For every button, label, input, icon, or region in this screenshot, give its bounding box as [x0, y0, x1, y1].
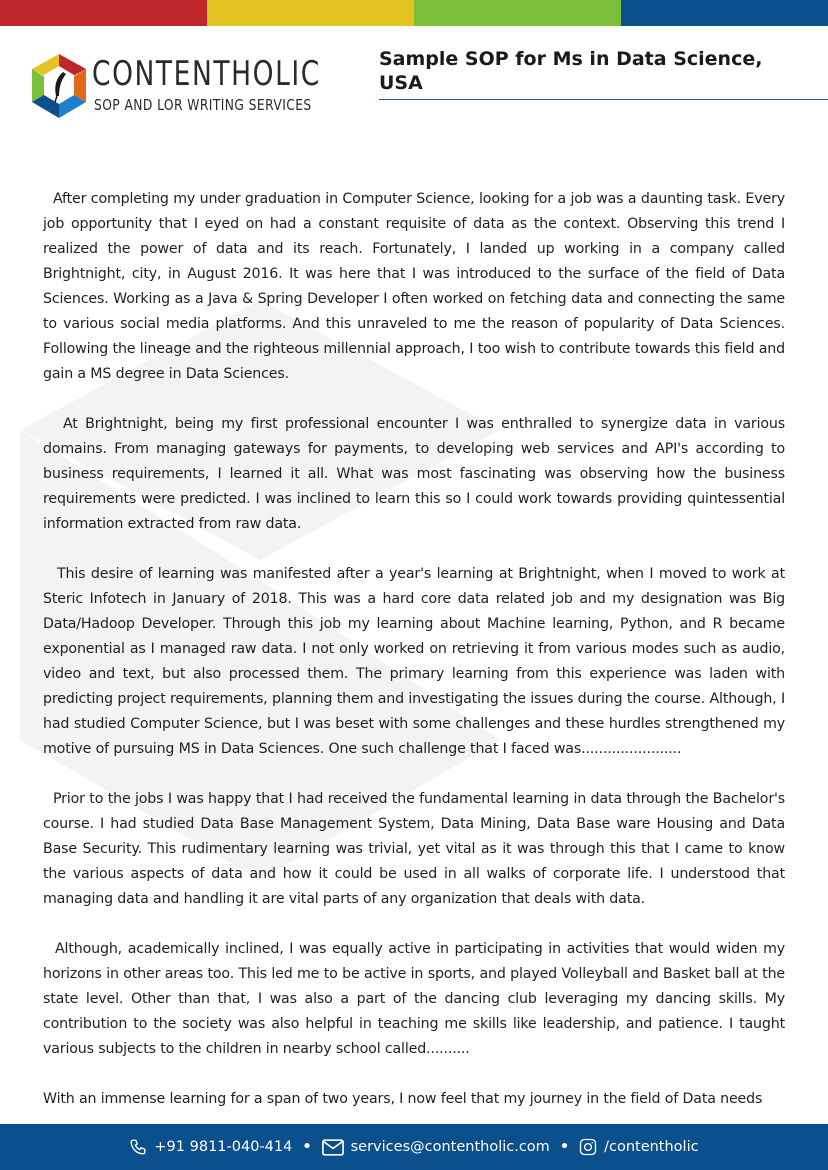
instagram-handle: /contentholic: [604, 1139, 699, 1155]
footer-phone[interactable]: [129, 1138, 292, 1156]
top-color-bar: [0, 0, 828, 26]
footer-email[interactable]: [322, 1139, 550, 1156]
brand-name: CONTENTHOLIC: [92, 54, 321, 94]
brand-tagline: SOP AND LOR WRITING SERVICES: [94, 96, 312, 114]
paragraph-2: At Brightnight, being my first professional encounter I was enthralled to synergize data in various domains. From managing gateways for payments, to developing web services and API's according to business requirements, I learned it all. What was most fascinating was observing how the business requirements were predicted. I was inclined to learn this so I could work towards providing quintessential information extracted from raw data.: [43, 416, 785, 532]
brand-logo: [28, 52, 321, 122]
top-bar-blue: [621, 0, 828, 26]
phone-icon: [129, 1138, 147, 1156]
paragraph-6: With an immense learning for a span of two years, I now feel that my journey in the field of Data needs: [43, 1091, 763, 1107]
title-underline: [379, 99, 828, 100]
email-address: services@contentholic.com: [350, 1139, 550, 1155]
footer-contact-bar: [0, 1124, 828, 1170]
footer-separator: •: [302, 1139, 312, 1155]
top-bar-red: [0, 0, 207, 26]
paragraph-5: Although, academically inclined, I was equally active in participating in activities that would widen my horizons in other areas too. This led me to be active in sports, and played Volleyball and Basket ball at the state level. Other than that, I was also a part of the dancing club leveraging my dancing skills. My contribution to the society was also helpful in teaching me skills like leadership, and patience. I taught various subjects to the children in nearby school called..........: [43, 941, 785, 1057]
paragraph-3: This desire of learning was manifested after a year's learning at Brightnight, when I moved to work at Steric Infotech in January of 2018. This was a hard core data related job and my designation was Big Data/Hadoop Developer. Through this job my learning about Machine learning, Python, and R became exponential as I managed raw data. I not only worked on retrieving it from various modes such as audio, video and text, but also processed them. The primary learning from this experience was laden with predicting project requirements, planning them and investigating the issues during the course. Although, I had studied Computer Science, but I was beset with some challenges and these hurdles strengthened my motive of pursuing MS in Data Sciences. One such challenge that I faced was.......................: [43, 566, 785, 757]
instagram-icon: [579, 1138, 597, 1156]
mail-icon: [322, 1139, 344, 1156]
document-body: [43, 187, 785, 1137]
footer-instagram[interactable]: [579, 1138, 699, 1156]
document-title: Sample SOP for Ms in Data Science, USA: [379, 48, 763, 94]
top-bar-green: [414, 0, 621, 26]
paragraph-1: After completing my under graduation in Computer Science, looking for a job was a daunting task. Every job opportunity that I eyed on had a constant requisite of data as the context. Observing this trend I realized the power of data and its reach. Fortunately, I landed up working in a company called Brightnight, city, in August 2016. It was here that I was introduced to the surface of the field of Data Sciences. Working as a Java & Spring Developer I often worked on fetching data and connecting the same to various social media platforms. And this unraveled to me the reason of popularity of Data Sciences. Following the lineage and the righteous millennial approach, I too wish to contribute towards this field and gain a MS degree in Data Sciences.: [43, 191, 785, 382]
paragraph-4: Prior to the jobs I was happy that I had received the fundamental learning in data through the Bachelor's course. I had studied Data Base Management System, Data Mining, Data Base ware Housing and Data Base Security. This rudimentary learning was trivial, yet vital as it was through this that I came to know the various aspects of data and how it could be used in all walks of corporate life. I understood that managing data and handling it are vital parts of any organization that deals with data.: [43, 791, 785, 907]
hexagon-quill-logo-icon: [28, 52, 90, 120]
footer-separator: •: [559, 1139, 570, 1155]
phone-number: +91 9811-040-414: [154, 1139, 293, 1155]
top-bar-yellow: [207, 0, 414, 26]
